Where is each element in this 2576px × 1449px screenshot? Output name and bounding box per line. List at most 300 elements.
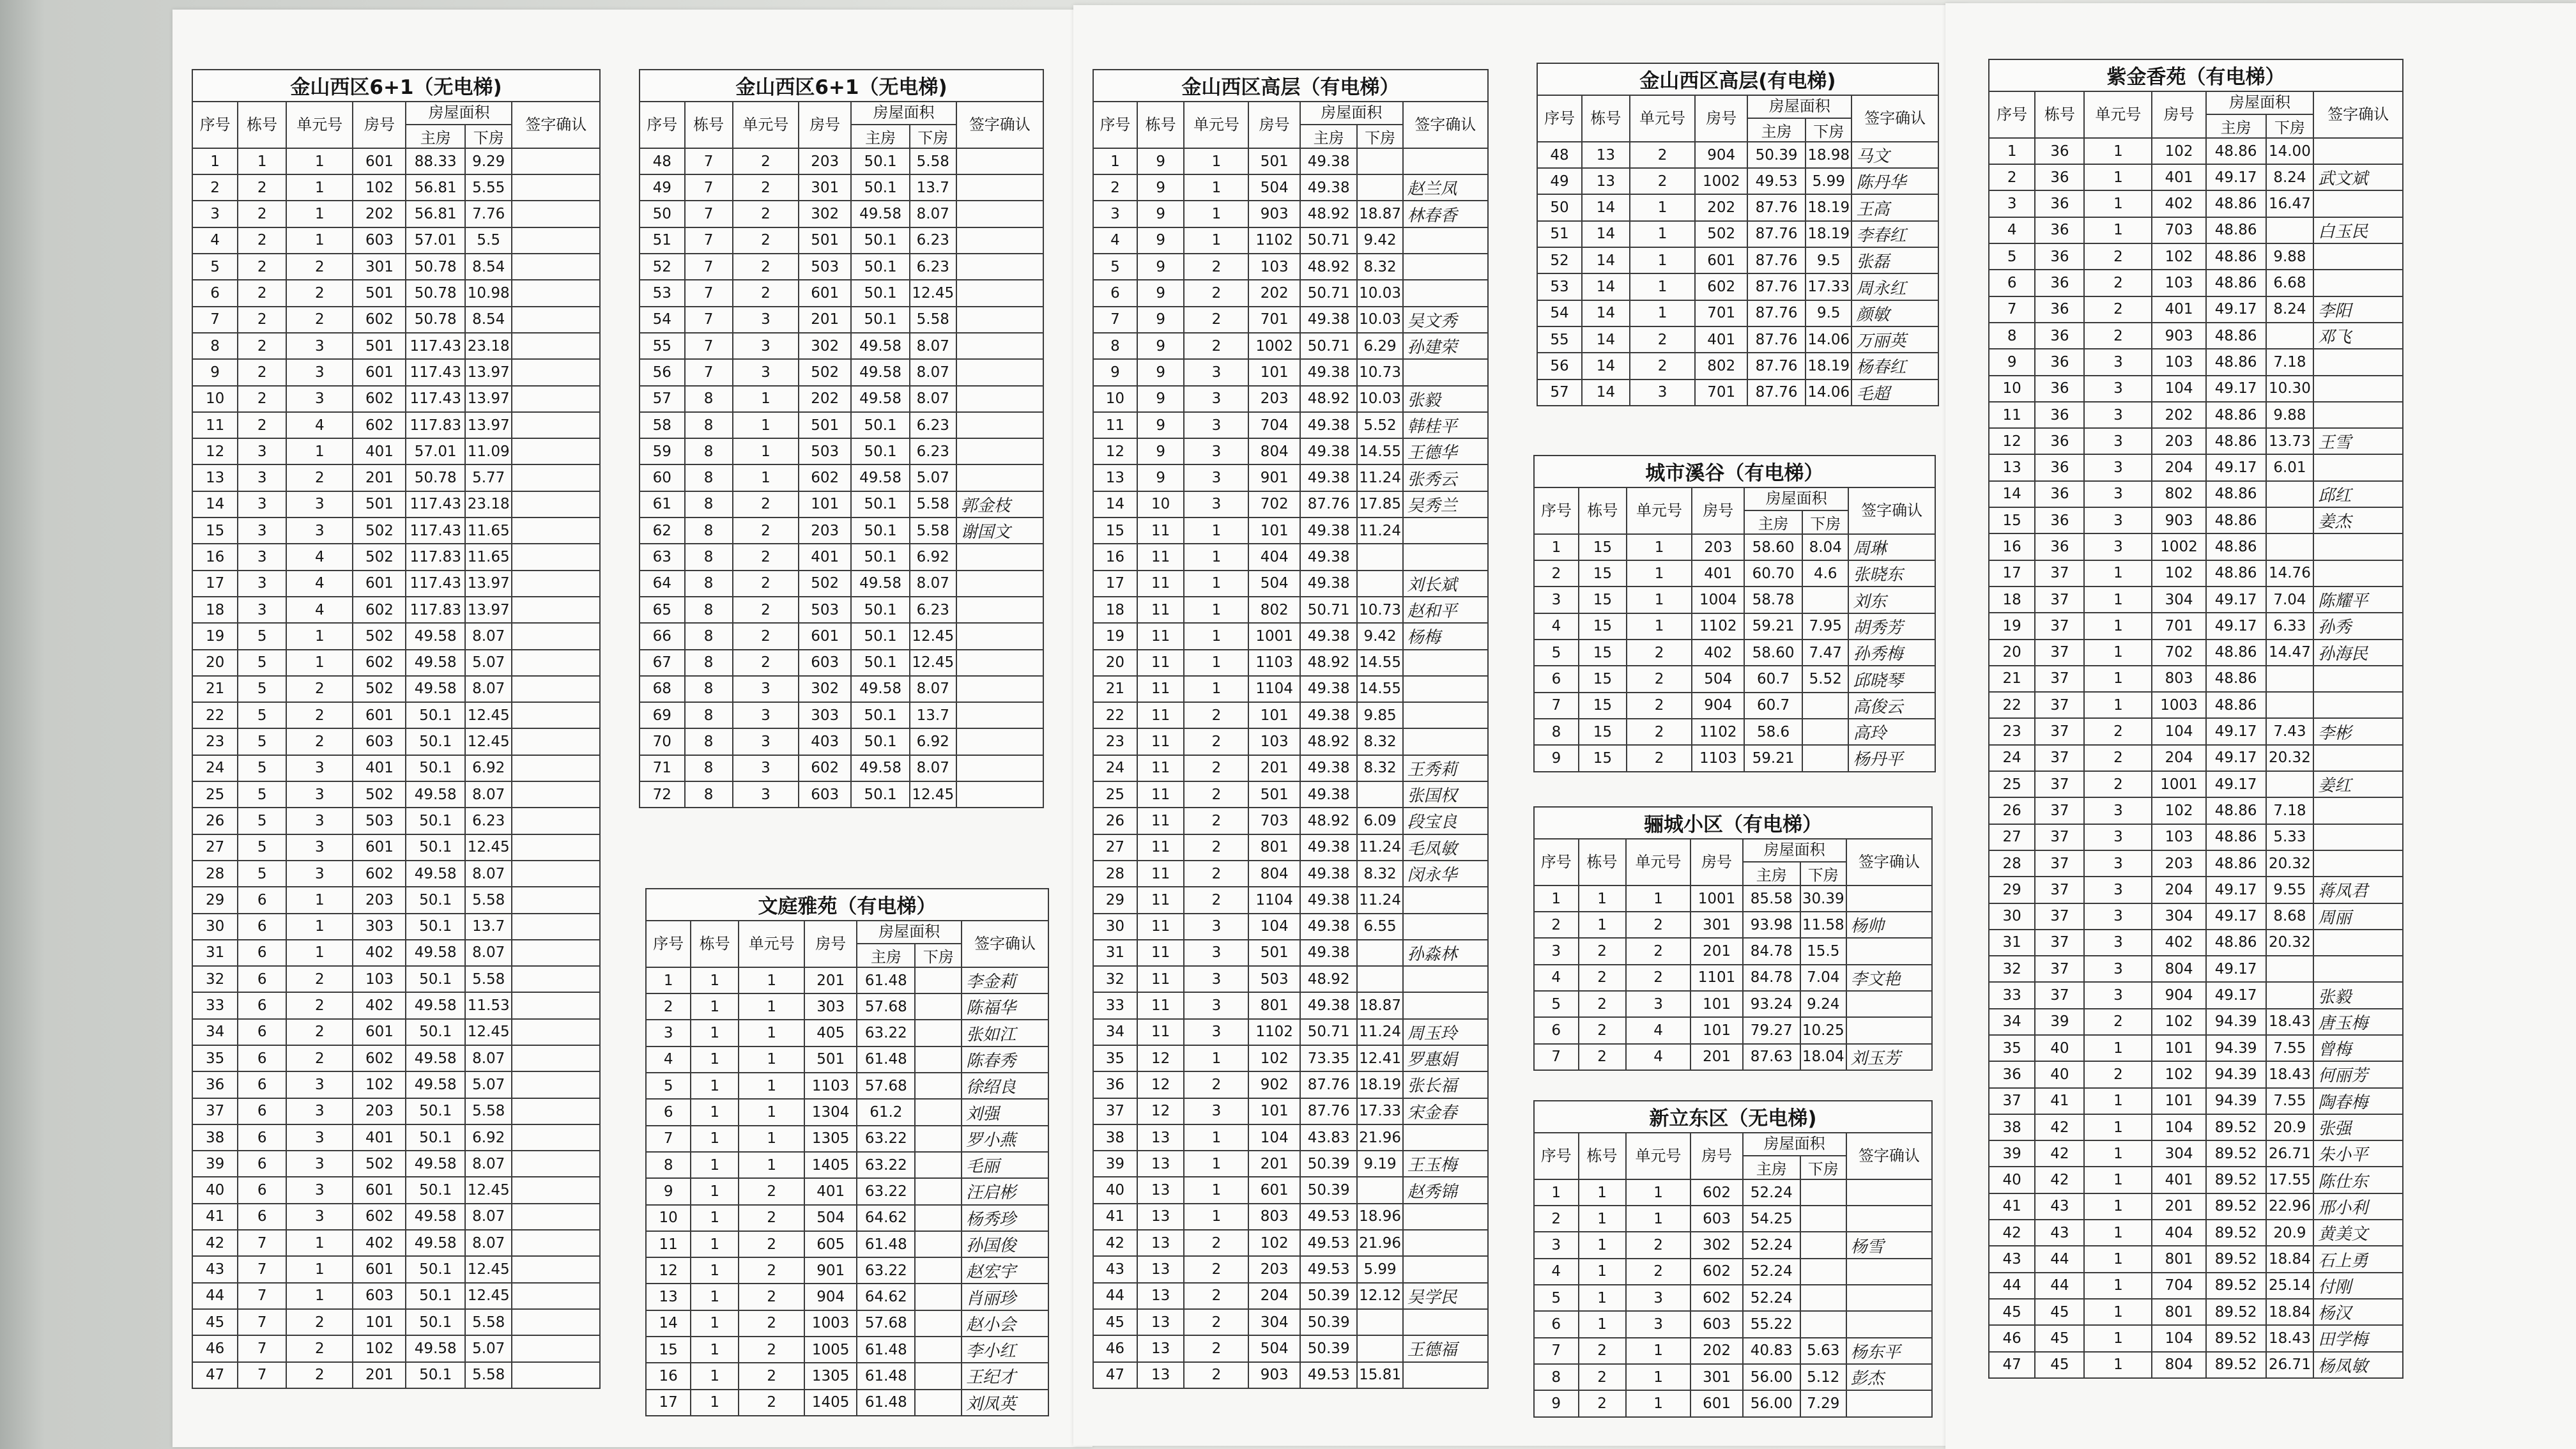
cell-bldg: 7 — [685, 174, 733, 201]
cell-room: 405 — [804, 1020, 857, 1046]
header-seq: 序号 — [1534, 1133, 1579, 1179]
cell-room: 201 — [1248, 1151, 1300, 1177]
cell-bldg: 15 — [1579, 745, 1627, 771]
cell-bldg: 8 — [685, 464, 733, 491]
cell-bldg: 9 — [1137, 412, 1184, 438]
cell-sign: 李文艳 — [1846, 965, 1932, 991]
cell-room: 104 — [1248, 1124, 1300, 1151]
table-row — [1093, 1098, 1488, 1124]
cell-seq: 39 — [1989, 1140, 2035, 1167]
cell-seq: 16 — [1093, 544, 1137, 570]
cell-main: 49.38 — [1300, 755, 1358, 781]
cell-main: 49.17 — [2206, 718, 2266, 744]
cell-seq: 23 — [192, 728, 238, 755]
cell-main: 48.92 — [1300, 728, 1358, 755]
cell-bldg: 2 — [238, 227, 286, 254]
cell-main: 49.38 — [1300, 887, 1358, 913]
cell-unit: 2 — [1627, 745, 1692, 771]
header-seq: 序号 — [1537, 95, 1582, 142]
cell-unit: 1 — [1184, 623, 1248, 649]
cell-unit: 1 — [739, 993, 804, 1020]
cell-unit: 1 — [2084, 1246, 2152, 1272]
cell-main: 40.83 — [1743, 1338, 1800, 1364]
cell-unit: 1 — [1626, 885, 1691, 912]
cell-unit: 1 — [1184, 1177, 1248, 1203]
cell-main: 50.1 — [406, 1362, 465, 1388]
table-row — [646, 1310, 1048, 1337]
cell-room: 602 — [353, 597, 406, 623]
cell-sub: 18.96 — [1357, 1204, 1402, 1230]
cell-room: 602 — [353, 861, 406, 887]
cell-bldg: 13 — [1137, 1151, 1184, 1177]
cell-seq: 28 — [192, 861, 238, 887]
cell-main: 49.17 — [2206, 903, 2266, 930]
cell-main: 50.1 — [851, 623, 910, 649]
cell-room: 101 — [353, 1309, 406, 1335]
table-row — [646, 1020, 1048, 1046]
cell-room: 603 — [353, 728, 406, 755]
cell-sub: 18.87 — [1357, 992, 1402, 1018]
cell-sub: 5.99 — [1357, 1256, 1402, 1282]
cell-seq: 2 — [1989, 164, 2035, 190]
cell-sign: 张如江 — [962, 1020, 1048, 1046]
cell-sign: 高玲 — [1848, 719, 1935, 745]
cell-unit: 2 — [739, 1231, 804, 1257]
cell-unit: 2 — [2084, 296, 2152, 323]
header-building: 栋号 — [1579, 1133, 1626, 1179]
cell-sign — [1846, 1206, 1932, 1232]
cell-room: 102 — [2152, 1061, 2205, 1087]
cell-main: 49.53 — [1747, 168, 1805, 194]
header-unit: 单元号 — [1184, 102, 1248, 148]
cell-seq: 18 — [192, 597, 238, 623]
cell-sub — [915, 1310, 962, 1337]
cell-seq: 4 — [1534, 1259, 1579, 1285]
table-title: 金山西区6+1（无电梯) — [192, 70, 600, 102]
cell-main: 94.39 — [2206, 1009, 2266, 1035]
table-row — [1534, 1364, 1932, 1390]
cell-room: 502 — [799, 571, 851, 597]
header-sub-room: 下房 — [1800, 862, 1846, 885]
cell-main: 49.17 — [2206, 296, 2266, 323]
cell-sign: 王高 — [1851, 194, 1938, 220]
table-row — [1989, 586, 2403, 613]
table-row — [1989, 718, 2403, 744]
cell-sign: 颜敏 — [1851, 300, 1938, 326]
cell-room: 101 — [2152, 1088, 2205, 1114]
table-row — [1989, 877, 2403, 903]
cell-seq: 9 — [646, 1178, 691, 1204]
cell-sign: 陈福华 — [962, 993, 1048, 1020]
cell-unit: 1 — [2084, 1299, 2152, 1325]
table-row — [646, 967, 1048, 993]
cell-bldg: 5 — [238, 834, 286, 861]
cell-room: 503 — [799, 254, 851, 280]
cell-bldg: 2 — [1579, 1017, 1626, 1043]
cell-room: 504 — [1248, 1335, 1300, 1361]
cell-sub: 20.32 — [2266, 850, 2314, 877]
cell-sign — [1403, 1362, 1488, 1388]
cell-room: 303 — [353, 914, 406, 940]
cell-seq: 16 — [646, 1363, 691, 1389]
table-row — [646, 1099, 1048, 1125]
cell-seq: 12 — [1989, 428, 2035, 454]
table-row — [1989, 1273, 2403, 1299]
cell-bldg: 9 — [1137, 280, 1184, 306]
cell-room: 601 — [1695, 247, 1747, 273]
cell-unit: 2 — [1630, 353, 1696, 379]
cell-main: 59.21 — [1744, 745, 1802, 771]
cell-sub: 5.52 — [1357, 412, 1402, 438]
cell-unit: 2 — [1184, 307, 1248, 333]
cell-unit: 2 — [2084, 745, 2152, 771]
cell-sub: 15.81 — [1357, 1362, 1402, 1388]
cell-bldg: 39 — [2035, 1009, 2084, 1035]
cell-bldg: 42 — [2035, 1114, 2084, 1140]
table-row — [1989, 481, 2403, 507]
table-row — [1537, 273, 1938, 300]
cell-bldg: 6 — [238, 1177, 286, 1203]
cell-room: 203 — [1248, 386, 1300, 412]
header-building: 栋号 — [1137, 102, 1184, 148]
table-row — [1989, 1325, 2403, 1351]
cell-sub — [2266, 982, 2314, 1008]
cell-seq: 63 — [640, 544, 685, 570]
cell-sign — [956, 438, 1043, 464]
table-xinli-east — [1533, 1100, 1933, 1418]
cell-main: 49.58 — [406, 940, 465, 966]
cell-sign — [512, 174, 600, 201]
cell-main: 63.22 — [857, 1178, 915, 1204]
cell-sign: 邱红 — [2313, 481, 2403, 507]
table-row — [1093, 1230, 1488, 1256]
cell-room: 204 — [2152, 877, 2205, 903]
cell-room: 501 — [804, 1046, 857, 1073]
cell-bldg: 2 — [1579, 938, 1626, 964]
cell-seq: 1 — [1534, 1179, 1579, 1206]
cell-sub — [1357, 1309, 1402, 1335]
cell-bldg: 5 — [238, 755, 286, 781]
cell-unit: 2 — [286, 1335, 353, 1361]
cell-room: 201 — [799, 307, 851, 333]
cell-seq: 26 — [1093, 808, 1137, 834]
cell-bldg: 9 — [1137, 307, 1184, 333]
cell-unit: 1 — [2084, 1325, 2152, 1351]
cell-bldg: 15 — [1579, 693, 1627, 719]
cell-sign: 毛超 — [1851, 379, 1938, 406]
header-unit: 单元号 — [286, 102, 353, 148]
cell-room: 1102 — [1692, 719, 1744, 745]
cell-bldg: 11 — [1137, 808, 1184, 834]
cell-main: 49.38 — [1300, 914, 1358, 940]
cell-bldg: 11 — [1137, 992, 1184, 1018]
cell-main: 88.33 — [406, 148, 465, 174]
table-jinshan-west-6plus1-part2 — [639, 69, 1044, 808]
table-row — [1537, 221, 1938, 247]
cell-seq: 9 — [1534, 745, 1579, 771]
cell-sign: 唐玉梅 — [2313, 1009, 2403, 1035]
table-row — [192, 992, 600, 1018]
cell-main: 49.58 — [406, 1045, 465, 1071]
cell-main: 50.71 — [1300, 597, 1358, 623]
cell-room: 601 — [353, 571, 406, 597]
cell-sign: 罗小燕 — [962, 1126, 1048, 1152]
cell-main: 55.22 — [1743, 1311, 1800, 1337]
cell-room: 801 — [2152, 1246, 2205, 1272]
cell-room: 601 — [799, 623, 851, 649]
cell-unit: 2 — [733, 571, 799, 597]
cell-seq: 20 — [192, 650, 238, 676]
cell-bldg: 1 — [691, 1363, 739, 1389]
cell-sign: 王秀莉 — [1403, 755, 1488, 781]
cell-room: 101 — [1248, 702, 1300, 728]
cell-bldg: 3 — [238, 544, 286, 570]
cell-room: 402 — [353, 992, 406, 1018]
cell-unit: 2 — [733, 280, 799, 306]
cell-sign — [512, 1151, 600, 1177]
table-row — [1093, 755, 1488, 781]
cell-main: 49.38 — [1300, 702, 1358, 728]
cell-bldg: 2 — [1579, 1364, 1626, 1390]
cell-unit: 2 — [286, 307, 353, 333]
cell-main: 50.1 — [851, 702, 910, 728]
cell-unit: 1 — [1630, 247, 1696, 273]
cell-unit: 3 — [2084, 533, 2152, 560]
table-row — [1093, 518, 1488, 544]
cell-room: 203 — [353, 1098, 406, 1124]
cell-main: 87.63 — [1743, 1044, 1800, 1070]
table-row — [1534, 1259, 1932, 1285]
cell-bldg: 1 — [691, 967, 739, 993]
table-row — [640, 386, 1043, 412]
cell-unit: 1 — [286, 887, 353, 913]
cell-sub: 8.32 — [1357, 254, 1402, 280]
table-row — [646, 1284, 1048, 1310]
cell-sub: 6.23 — [910, 254, 956, 280]
cell-sign: 王雪 — [2313, 428, 2403, 454]
cell-seq: 66 — [640, 623, 685, 649]
cell-seq: 19 — [192, 623, 238, 649]
cell-room: 103 — [2152, 270, 2205, 296]
cell-seq: 7 — [192, 307, 238, 333]
cell-main: 49.38 — [1300, 518, 1358, 544]
table-row — [192, 1045, 600, 1071]
cell-seq: 27 — [192, 834, 238, 861]
cell-seq: 6 — [1534, 1311, 1579, 1337]
cell-room: 901 — [1248, 464, 1300, 491]
cell-sign: 郭金枝 — [956, 491, 1043, 518]
cell-room: 303 — [799, 702, 851, 728]
table-row — [192, 1283, 600, 1309]
cell-seq: 23 — [1989, 718, 2035, 744]
cell-sign — [512, 1019, 600, 1045]
cell-room: 903 — [2152, 323, 2205, 349]
cell-sign — [512, 861, 600, 887]
cell-sign — [2313, 560, 2403, 586]
cell-unit: 1 — [1627, 586, 1692, 613]
cell-bldg: 15 — [1579, 666, 1627, 692]
cell-sign — [512, 412, 600, 438]
table-row — [1534, 912, 1932, 938]
cell-seq: 17 — [646, 1390, 691, 1416]
cell-sign: 闵永华 — [1403, 861, 1488, 887]
cell-seq: 2 — [192, 174, 238, 201]
cell-bldg: 37 — [2035, 930, 2084, 956]
cell-seq: 55 — [1537, 326, 1582, 353]
cell-seq: 35 — [1989, 1035, 2035, 1061]
cell-seq: 44 — [192, 1283, 238, 1309]
cell-bldg: 14 — [1582, 273, 1630, 300]
cell-bldg: 14 — [1582, 300, 1630, 326]
cell-main: 48.86 — [2206, 190, 2266, 217]
cell-seq: 43 — [192, 1256, 238, 1282]
cell-sub — [1800, 1311, 1846, 1337]
cell-sub: 18.84 — [2266, 1299, 2314, 1325]
cell-bldg: 6 — [238, 1098, 286, 1124]
header-signature: 签字确认 — [2313, 91, 2403, 138]
cell-bldg: 7 — [238, 1283, 286, 1309]
cell-bldg: 3 — [238, 571, 286, 597]
cell-sub: 9.19 — [1357, 1151, 1402, 1177]
cell-unit: 1 — [733, 438, 799, 464]
cell-sign: 毛凤敏 — [1403, 834, 1488, 861]
cell-sign — [956, 254, 1043, 280]
cell-sub: 5.07 — [465, 1335, 512, 1361]
cell-room: 1004 — [1692, 586, 1744, 613]
cell-seq: 12 — [646, 1257, 691, 1284]
cell-bldg: 9 — [1137, 254, 1184, 280]
cell-sub: 18.98 — [1805, 142, 1851, 168]
table-row — [640, 491, 1043, 518]
cell-sub: 13.7 — [910, 702, 956, 728]
cell-bldg: 37 — [2035, 640, 2084, 666]
cell-unit: 3 — [1184, 412, 1248, 438]
cell-room: 502 — [353, 544, 406, 570]
cell-room: 1002 — [2152, 533, 2205, 560]
cell-seq: 41 — [1989, 1193, 2035, 1220]
cell-room: 204 — [2152, 745, 2205, 771]
cell-room: 201 — [353, 1362, 406, 1388]
cell-unit: 1 — [1184, 227, 1248, 254]
cell-seq: 8 — [646, 1152, 691, 1178]
cell-bldg: 6 — [238, 1151, 286, 1177]
cell-room: 402 — [353, 1230, 406, 1256]
cell-seq: 37 — [1989, 1088, 2035, 1114]
table-row — [1093, 1204, 1488, 1230]
header-room: 房号 — [1690, 1133, 1742, 1179]
table-row — [1989, 376, 2403, 402]
cell-sign: 杨春红 — [1851, 353, 1938, 379]
cell-sign — [512, 1230, 600, 1256]
cell-main: 50.71 — [1300, 227, 1358, 254]
cell-unit: 1 — [739, 1020, 804, 1046]
cell-seq: 25 — [1093, 781, 1137, 808]
cell-sub: 9.88 — [2266, 402, 2314, 428]
cell-bldg: 6 — [238, 1124, 286, 1151]
cell-room: 602 — [1690, 1285, 1742, 1311]
cell-sub: 6.23 — [465, 808, 512, 834]
cell-bldg: 1 — [1579, 1311, 1626, 1337]
cell-sign: 邢小利 — [2313, 1193, 2403, 1220]
cell-sign: 马文 — [1851, 142, 1938, 168]
cell-sub: 20.9 — [2266, 1220, 2314, 1246]
table-row — [1989, 296, 2403, 323]
cell-bldg: 1 — [1579, 1206, 1626, 1232]
cell-main: 87.76 — [1747, 194, 1805, 220]
cell-unit: 3 — [286, 1071, 353, 1098]
header-sub-room: 下房 — [1802, 510, 1848, 534]
cell-sign — [512, 148, 600, 174]
cell-bldg: 7 — [238, 1335, 286, 1361]
table-row — [640, 702, 1043, 728]
cell-seq: 8 — [1534, 1364, 1579, 1390]
header-building: 栋号 — [238, 102, 286, 148]
table-row — [192, 966, 600, 992]
cell-room: 304 — [2152, 586, 2205, 613]
cell-seq: 57 — [1537, 379, 1582, 406]
cell-main: 49.58 — [851, 571, 910, 597]
cell-sub — [915, 1178, 962, 1204]
cell-unit: 2 — [286, 1019, 353, 1045]
cell-unit: 1 — [1626, 1364, 1691, 1390]
cell-bldg: 2 — [1579, 1044, 1626, 1070]
cell-seq: 1 — [646, 967, 691, 993]
table-title: 金山西区高层（有电梯） — [1093, 70, 1488, 102]
cell-sign — [1403, 1256, 1488, 1282]
cell-seq: 15 — [1093, 518, 1137, 544]
cell-unit: 3 — [1184, 992, 1248, 1018]
table-row — [1989, 454, 2403, 480]
cell-bldg: 2 — [1579, 1390, 1626, 1416]
table-row — [1093, 201, 1488, 227]
cell-main: 49.17 — [2206, 586, 2266, 613]
cell-unit: 1 — [2084, 190, 2152, 217]
cell-room: 201 — [1690, 938, 1742, 964]
cell-seq: 11 — [646, 1231, 691, 1257]
cell-bldg: 8 — [685, 676, 733, 702]
cell-unit: 1 — [1630, 300, 1696, 326]
cell-unit: 2 — [1184, 1362, 1248, 1388]
table-row — [640, 623, 1043, 649]
cell-sign — [1403, 1309, 1488, 1335]
cell-seq: 57 — [640, 386, 685, 412]
cell-room: 503 — [799, 597, 851, 623]
cell-sign: 杨秀珍 — [962, 1205, 1048, 1231]
table-row — [1093, 1335, 1488, 1361]
cell-sign — [512, 307, 600, 333]
table-row — [192, 1177, 600, 1203]
cell-room: 201 — [353, 464, 406, 491]
header-unit: 单元号 — [1630, 95, 1696, 142]
cell-seq: 69 — [640, 702, 685, 728]
cell-sign: 毛丽 — [962, 1152, 1048, 1178]
cell-sign: 赵小会 — [962, 1310, 1048, 1337]
cell-room: 502 — [353, 781, 406, 808]
cell-sign — [2313, 850, 2403, 877]
header-room: 房号 — [804, 921, 857, 967]
cell-unit: 3 — [1184, 1098, 1248, 1124]
cell-sub — [915, 1126, 962, 1152]
cell-sub — [1800, 1259, 1846, 1285]
table-title: 文庭雅苑（有电梯） — [646, 889, 1048, 921]
cell-sign — [1403, 227, 1488, 254]
cell-seq: 52 — [640, 254, 685, 280]
cell-sub: 9.24 — [1800, 991, 1846, 1017]
cell-sign — [512, 201, 600, 227]
cell-seq: 61 — [640, 491, 685, 518]
cell-sign — [512, 1045, 600, 1071]
table-row — [1989, 771, 2403, 797]
